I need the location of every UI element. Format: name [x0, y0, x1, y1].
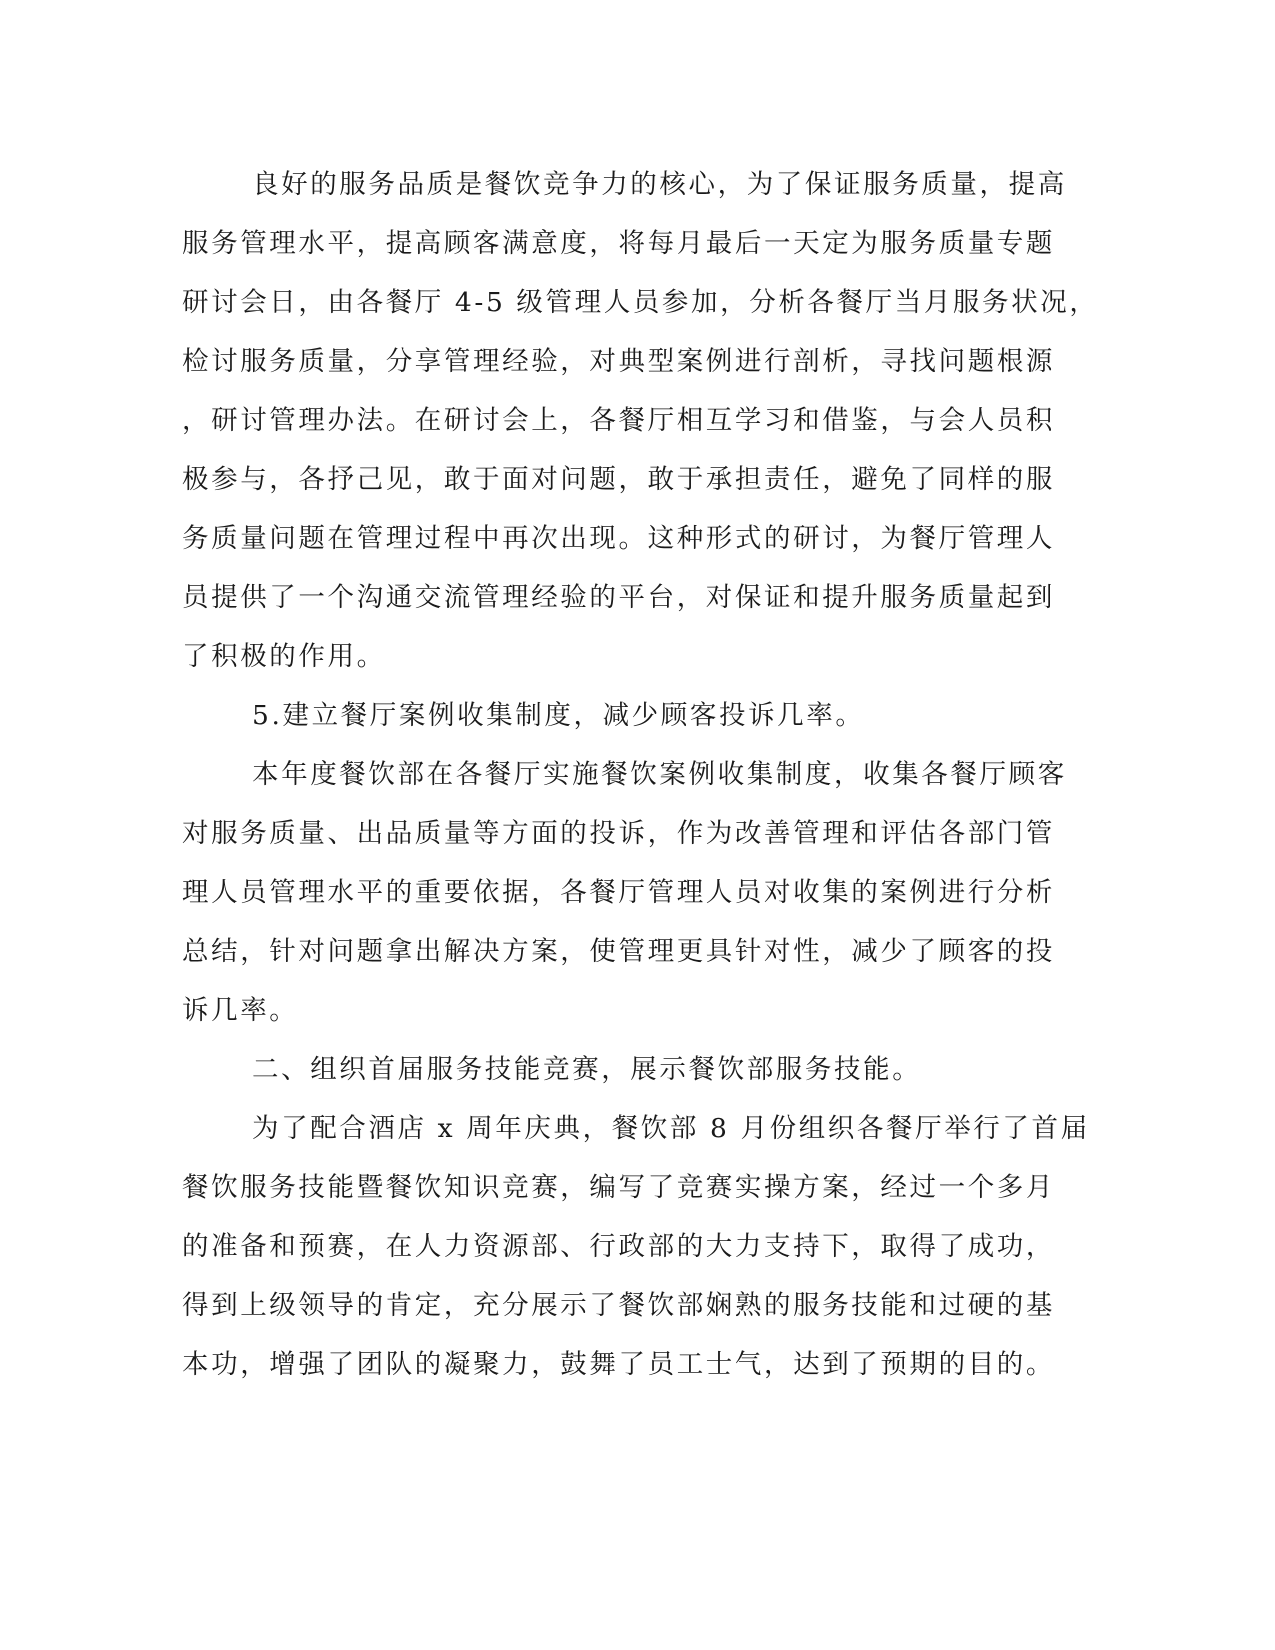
- text-line: 本功，增强了团队的凝聚力，鼓舞了员工士气，达到了预期的目的。: [182, 1349, 1055, 1380]
- text-line: 了积极的作用。: [182, 641, 386, 672]
- text-line: 务质量问题在管理过程中再次出现。这种形式的研讨，为餐厅管理人: [182, 523, 1055, 554]
- text-line: 服务管理水平，提高顾客满意度，将每月最后一天定为服务质量专题: [182, 228, 1055, 259]
- document-body: [182, 155, 1099, 1394]
- text-line: 员提供了一个沟通交流管理经验的平台，对保证和提升服务质量起到: [182, 582, 1055, 613]
- text-line: 得到上级领导的肯定，充分展示了餐饮部娴熟的服务技能和过硬的基: [182, 1290, 1055, 1321]
- text-line: 理人员管理水平的重要依据，各餐厅管理人员对收集的案例进行分析: [182, 877, 1055, 908]
- text-line: ，研讨管理办法。在研讨会上，各餐厅相互学习和借鉴，与会人员积: [182, 405, 1055, 436]
- text-line: 为了配合酒店 x 周年庆典，餐饮部 8 月份组织各餐厅举行了首届: [252, 1113, 1090, 1144]
- text-line: 研讨会日，由各餐厅 4-5 级管理人员参加，分析各餐厅当月服务状况，: [182, 287, 1099, 318]
- text-line: 诉几率。: [182, 995, 299, 1026]
- text-line: 餐饮服务技能暨餐饮知识竞赛，编写了竞赛实操方案，经过一个多月: [182, 1172, 1055, 1203]
- section-heading: 5.建立餐厅案例收集制度，减少顾客投诉几率。: [252, 700, 865, 731]
- text-line: 对服务质量、出品质量等方面的投诉，作为改善管理和评估各部门管: [182, 818, 1055, 849]
- text-line: 总结，针对问题拿出解决方案，使管理更具针对性，减少了顾客的投: [182, 936, 1055, 967]
- text-line: 的准备和预赛，在人力资源部、行政部的大力支持下，取得了成功，: [182, 1231, 1055, 1262]
- text-line: 极参与，各抒己见，敢于面对问题，敢于承担责任，避免了同样的服: [182, 464, 1055, 495]
- text-line: 良好的服务品质是餐饮竞争力的核心，为了保证服务质量，提高: [252, 169, 1067, 200]
- text-line: 本年度餐饮部在各餐厅实施餐饮案例收集制度，收集各餐厅顾客: [252, 759, 1067, 790]
- section-heading: 二、组织首届服务技能竞赛，展示餐饮部服务技能。: [252, 1054, 922, 1085]
- text-line: 检讨服务质量，分享管理经验，对典型案例进行剖析，寻找问题根源: [182, 346, 1055, 377]
